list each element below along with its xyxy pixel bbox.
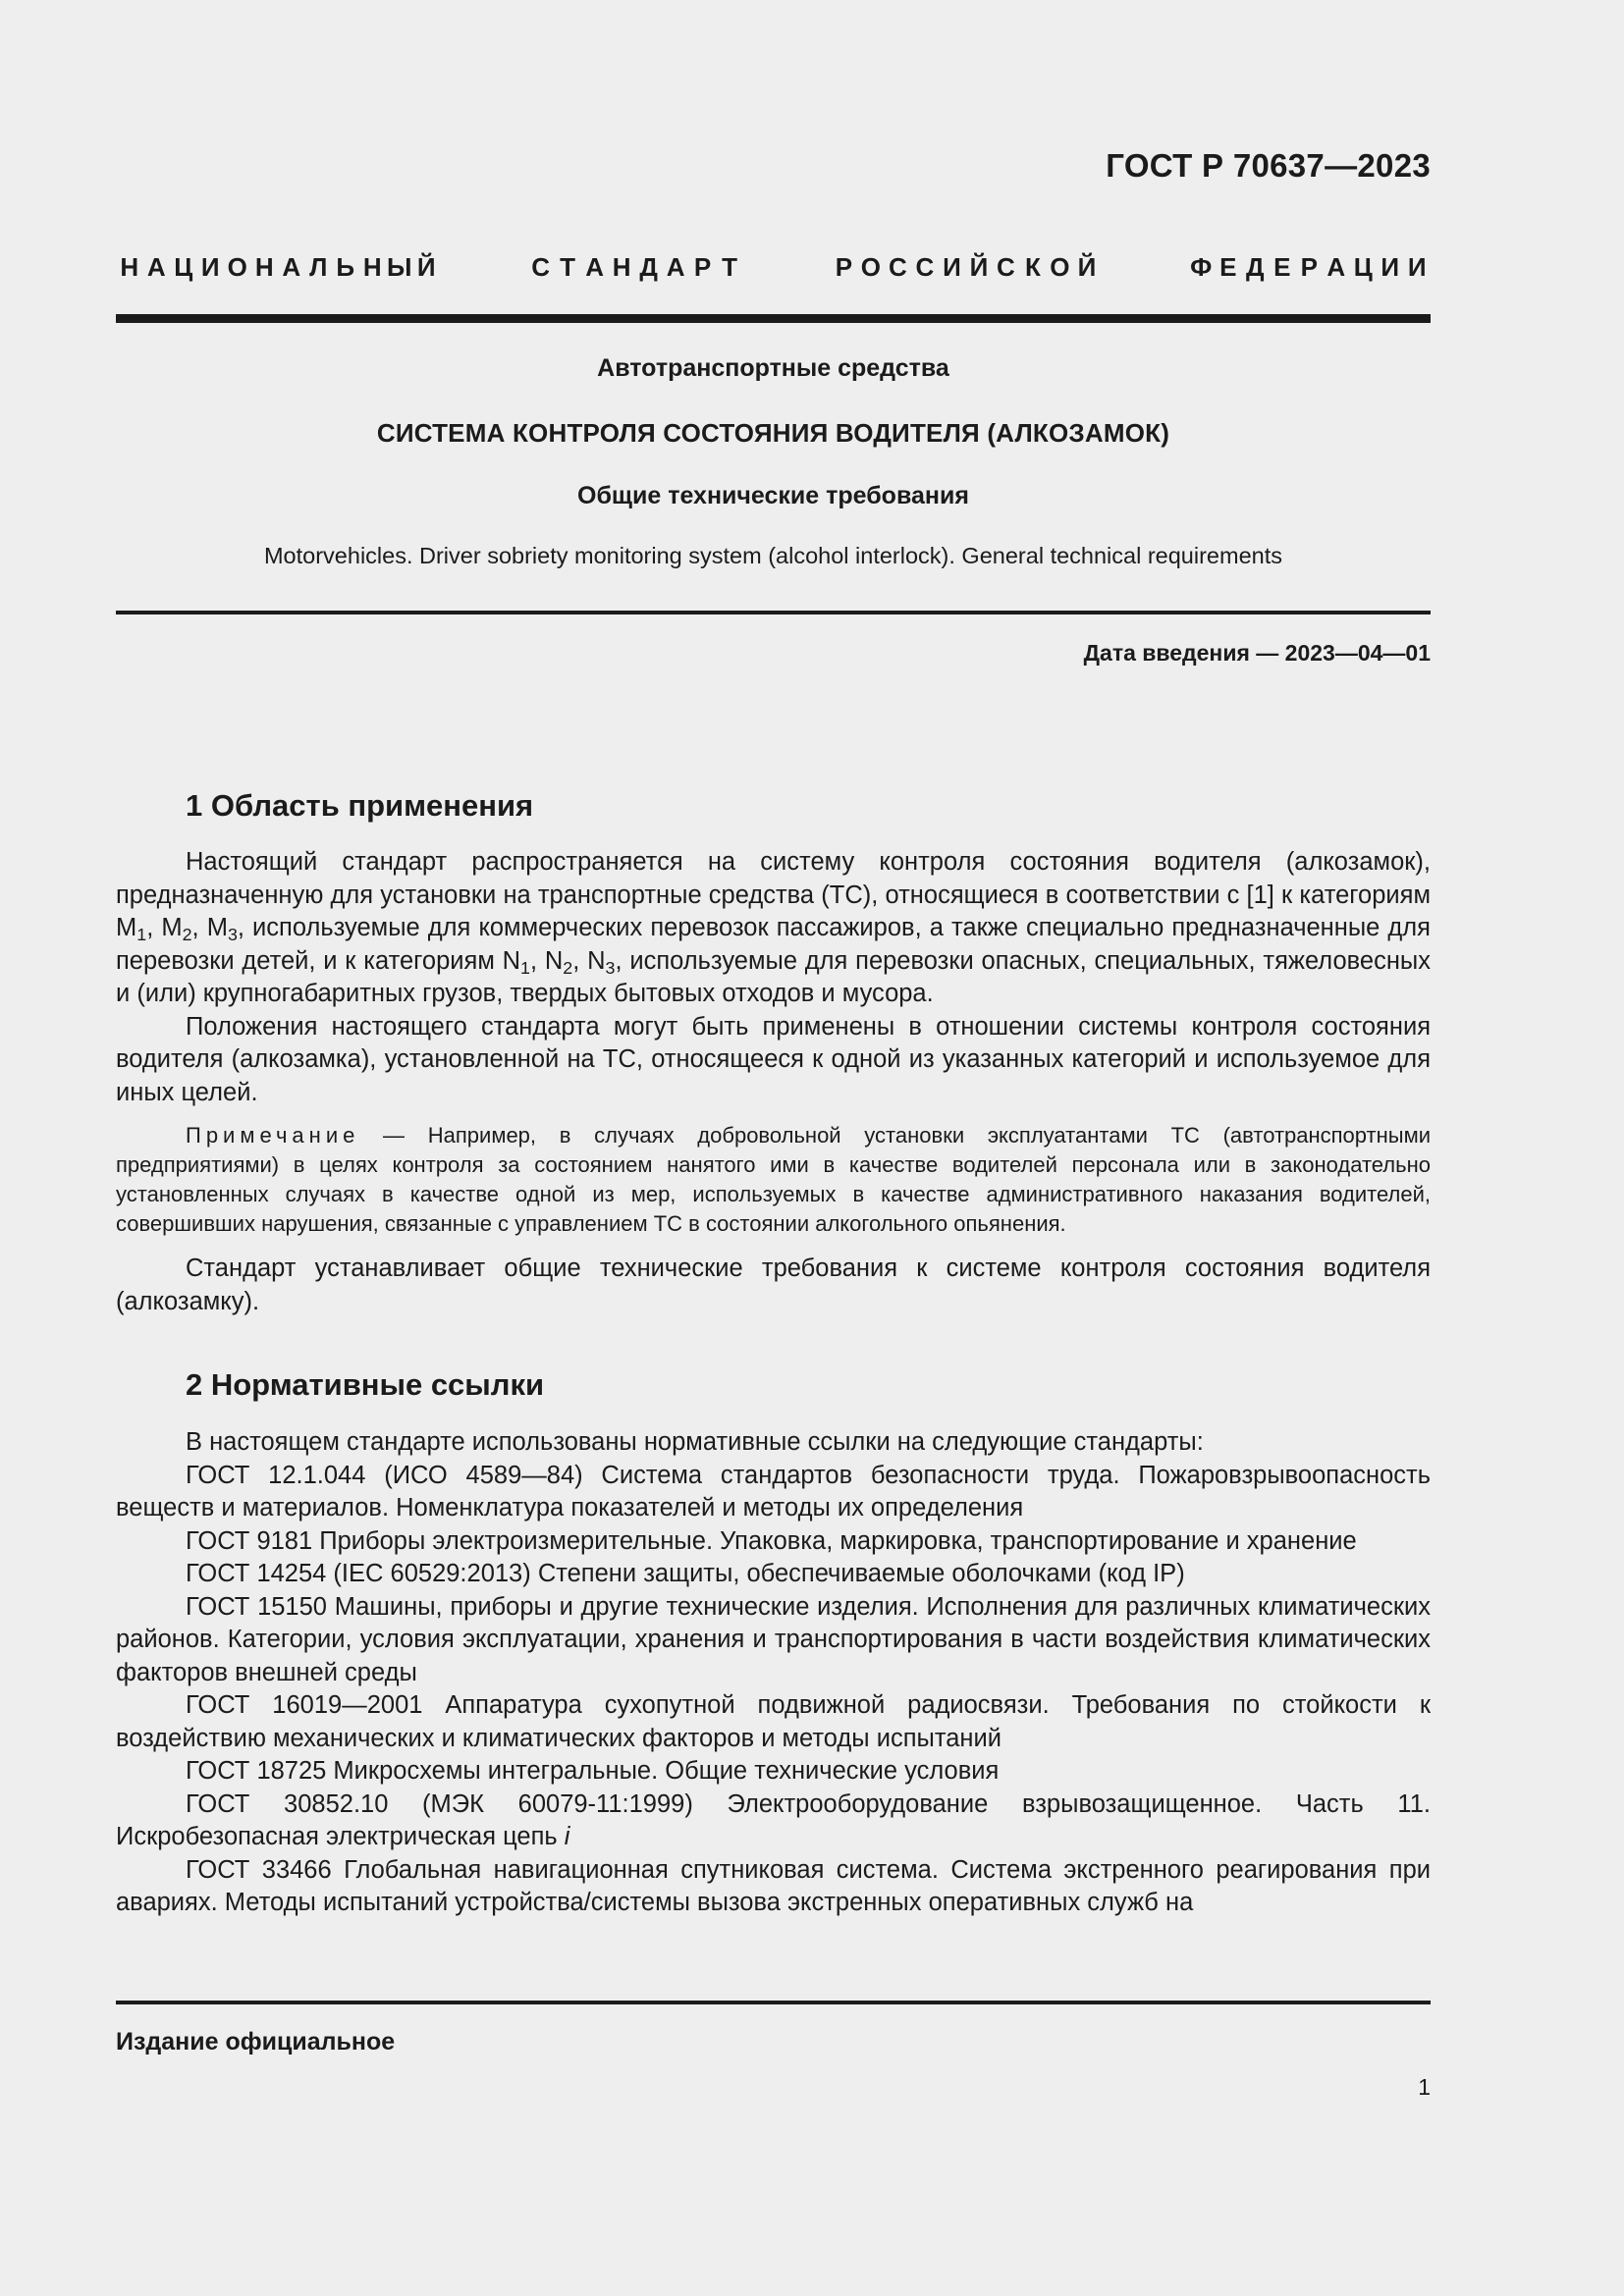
footer-rule [116,2001,1431,2004]
reference-item: ГОСТ 33466 Глобальная навигационная спутниковая система. Система экстренного реагирования при авариях. Методы испытаний устройства/системы вызова экстренных оперативных служб на [116,1855,1431,1916]
national-standard-word: Р О С С И Й С К О Й [835,252,1097,282]
note-text: — Например, в случаях добровольной установки эксплуатантами ТС (автотранспортными предприятиями) в целях контроля за состоянием нанятого ими в качестве водителей персонала или в законодательно установленных случаях в качестве одной из мер, используемых в качестве административного наказания водителей, совершивших нарушения, связанные с управлением ТС в состоянии алкогольного опьянения. [116,1123,1431,1236]
reference-item: ГОСТ 9181 Приборы электроизмерительные. Упаковка, маркировка, транспортирование и хранение [186,1526,1357,1555]
reference-item: ГОСТ 18725 Микросхемы интегральные. Общие технические условия [186,1757,1000,1785]
page-number: 1 [1418,2074,1431,2100]
introduction-date: Дата введения — 2023—04—01 [1083,640,1431,666]
national-standard-word: С Т А Н Д А Р Т [531,252,738,282]
national-standard-heading [116,252,1431,283]
note-label: Примечание [186,1123,360,1148]
section-1-body [116,846,1431,1318]
reference-item: ГОСТ 16019—2001 Аппаратура сухопутной подвижной радиосвязи. Требования по стойкости к воздействию механических и климатических факторов и методы испытаний [116,1691,1431,1752]
reference-item: ГОСТ 30852.10 (МЭК 60079-11:1999) Электрооборудование взрывозащищенное. Часть 11. Искробезопасная электрическая цепь i [116,1789,1431,1850]
section-2-intro: В настоящем стандарте использованы нормативные ссылки на следующие стандарты: [186,1428,1204,1456]
title-english: Motorvehicles. Driver sobriety monitoring system (alcohol interlock). General technical requirements [263,543,1282,568]
section-1-paragraph-1: Настоящий стандарт распространяется на систему контроля состояния водителя (алкозамок), предназначенную для установки на транспортные средства (ТС), относящиеся в соответствии с [1] к категориям $M_1$, $M_2$, $M_3$, используемые для коммерческих перевозок пассажиров, а также специально предназначенные для перевозки детей, и к категориям $N_1$, $N_2$, $N_3$, используемые для перевозки опасных, специальных, тяжеловесных и (или) крупногабаритных грузов, твердых бытовых отходов и мусора. [116,848,1432,1007]
official-edition-label: Издание официальное [116,2028,396,2056]
title-sub: Общие технические требования [577,482,969,509]
title-rule [116,611,1431,614]
title-group: Автотранспортные средства [597,354,949,382]
national-standard-word: Н А Ц И О Н А Л Ь Н Ы Й [120,252,436,282]
section-1-title: 1 Область применения [186,788,534,823]
title-main: СИСТЕМА КОНТРОЛЯ СОСТОЯНИЯ ВОДИТЕЛЯ (АЛКОЗАМОК) [376,418,1170,448]
section-1-paragraph-2: Положения настоящего стандарта могут быть применены в отношении системы контроля состояния водителя (алкозамка), установленной на ТС, относящееся к одной из указанных категорий и используемое для иных целей. [116,1012,1431,1106]
section-2-body [116,1426,1431,1920]
reference-item: ГОСТ 14254 (IEC 60529:2013) Степени защиты, обеспечиваемые оболочками (код IP) [186,1560,1185,1587]
document-code: ГОСТ Р 70637—2023 [1106,147,1431,184]
reference-item: ГОСТ 12.1.044 (ИСО 4589—84) Система стандартов безопасности труда. Пожаровзрывоопасность веществ и материалов. Номенклатура показателей и методы их определения [116,1461,1431,1522]
header-thick-rule [116,314,1431,323]
reference-item: ГОСТ 15150 Машины, приборы и другие технические изделия. Исполнения для различных климатических районов. Категории, условия эксплуатации, хранения и транспортирования в части воздействия климатических факторов внешней среды [116,1592,1431,1686]
section-1-paragraph-3: Стандарт устанавливает общие технические требования к системе контроля состояния водителя (алкозамку). [116,1255,1431,1315]
section-2-title: 2 Нормативные ссылки [186,1367,545,1402]
national-standard-word: Ф Е Д Е Р А Ц И И [1190,252,1427,282]
section-1-note [116,1121,1431,1239]
